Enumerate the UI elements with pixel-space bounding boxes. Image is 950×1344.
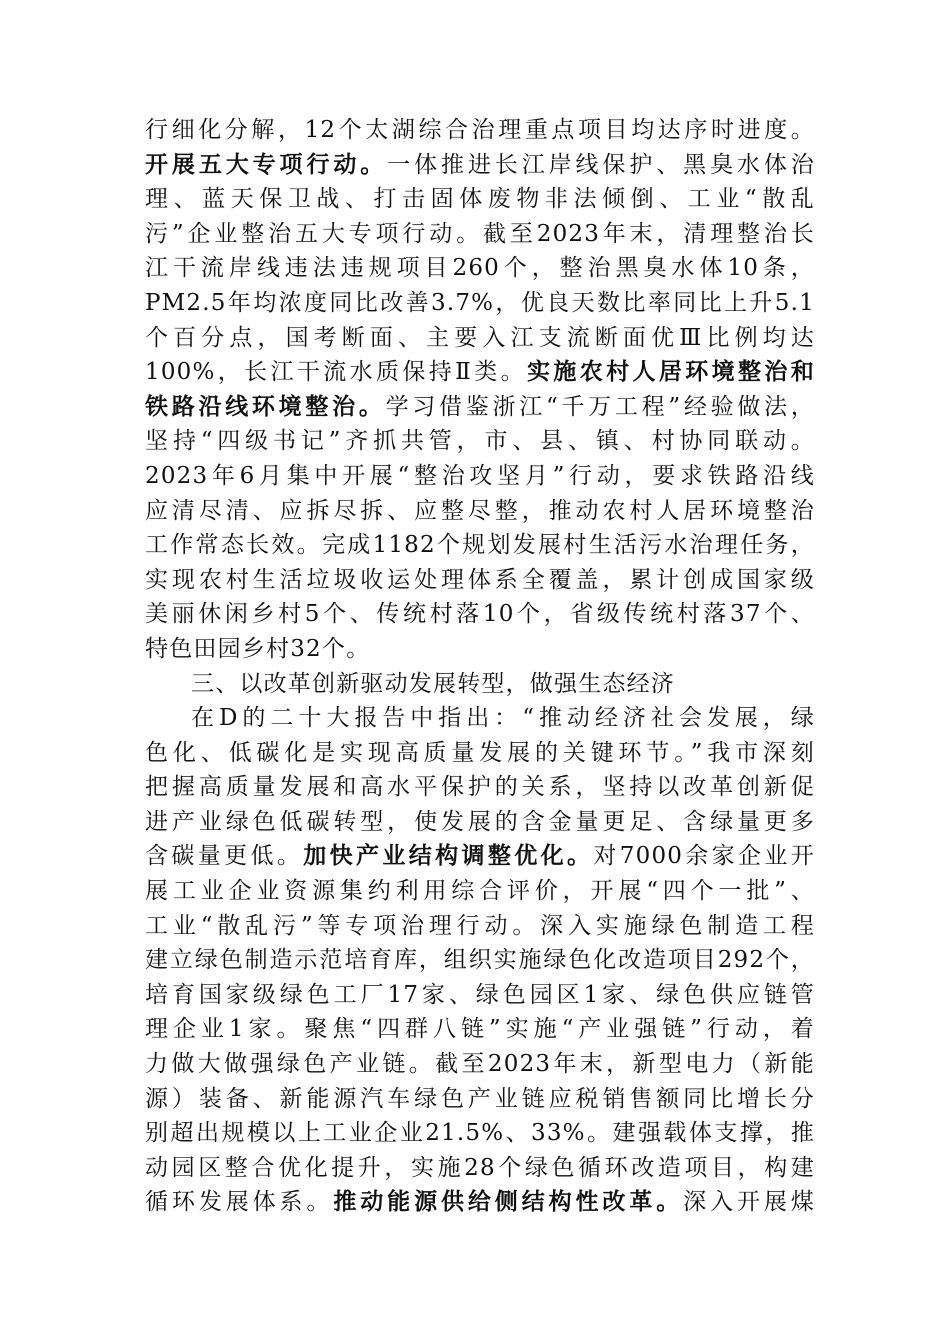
text-line	[145, 978, 815, 1013]
text-run: 对7000余家企业开	[593, 843, 815, 870]
bold-run: 推动能源供给侧结构性改革。	[333, 1189, 684, 1216]
text-run: 工业“散乱污”等专项治理行动。深入实施绿色制造工程	[145, 912, 815, 939]
bold-run: 加快产业结构调整优化。	[303, 843, 594, 870]
text-run: 展工业企业资源集约利用综合评价，开展“四个一批”、	[145, 878, 815, 905]
text-run: 进产业绿色低碳转型，使发展的含金量更足、含绿量更多	[145, 808, 815, 835]
text-line	[145, 182, 815, 217]
heading-text: 三、以改革创新驱动发展转型，做强生态经济	[191, 670, 675, 697]
text-run: 100%，长江干流水质保持Ⅱ类。	[145, 359, 527, 386]
text-run: 深入开展煤	[683, 1189, 815, 1216]
document-body	[145, 113, 815, 1220]
text-run: 一体推进长江岸线保护、黑臭水体治	[387, 151, 815, 178]
text-run: PM2.5年均浓度同比改善3.7%，优良天数比率同比上升5.1	[145, 289, 815, 316]
text-run: 坚持“四级书记”齐抓共管，市、县、镇、村协同联动。	[145, 428, 815, 455]
text-line	[145, 597, 815, 632]
text-run: 在D的二十大报告中指出：“推动经济社会发展，绿	[191, 705, 815, 732]
text-line	[145, 1082, 815, 1117]
text-line	[145, 805, 815, 840]
text-line	[145, 390, 815, 425]
text-run: 实现农村生活垃圾收运处理体系全覆盖，累计创成国家级	[145, 566, 815, 593]
text-run: 学习借鉴浙江“千万工程”经验做法，	[385, 393, 815, 420]
text-run: 色化、低碳化是实现高质量发展的关键环节。”我市深刻	[145, 739, 815, 766]
text-line	[145, 1047, 815, 1082]
text-run: 别超出规模以上工业企业21.5%、33%。建强载体支撑，推	[145, 1120, 815, 1147]
text-run: 理、蓝天保卫战、打击固体废物非法倾倒、工业“散乱	[145, 186, 815, 213]
bold-run: 铁路沿线环境整治。	[145, 393, 386, 420]
text-run: 培育国家级绿色工厂17家、绿色园区1家、绿色供应链管	[145, 981, 815, 1008]
text-line	[145, 528, 815, 563]
text-line	[145, 321, 815, 356]
text-line	[145, 701, 815, 736]
text-run: 含碳量更低。	[145, 843, 304, 870]
text-run: 力做大做强绿色产业链。截至2023年末，新型电力（新能	[145, 1051, 815, 1078]
text-line	[145, 943, 815, 978]
text-line	[145, 251, 815, 286]
text-run: 循环发展体系。	[145, 1189, 334, 1216]
text-run: 江干流岸线违法违规项目260个，整治黑臭水体10条，	[145, 255, 815, 282]
bold-run: 实施农村人居环境整治和	[526, 359, 815, 386]
text-run: 行细化分解，12个太湖综合治理重点项目均达序时进度。	[145, 117, 815, 143]
text-run: 个百分点，国考断面、主要入江支流断面优Ⅲ比例均达	[145, 324, 815, 351]
text-line	[145, 563, 815, 598]
text-run: 工作常态长效。完成1182个规划发展村生活污水治理任务，	[145, 532, 815, 559]
text-line	[145, 632, 815, 667]
text-run: 理企业1家。聚焦“四群八链”实施“产业强链”行动，着	[145, 1016, 815, 1043]
text-line	[145, 217, 815, 252]
text-line	[145, 113, 815, 148]
text-line	[145, 148, 815, 183]
text-run: 建立绿色制造示范培育库，组织实施绿色化改造项目292个，	[145, 947, 815, 974]
text-run: 特色田园乡村32个。	[145, 635, 371, 662]
text-line	[145, 770, 815, 805]
text-line	[145, 909, 815, 944]
text-line	[145, 424, 815, 459]
text-line	[145, 874, 815, 909]
text-line	[145, 1185, 815, 1220]
bold-run: 开展五大专项行动。	[145, 151, 388, 178]
text-line	[145, 459, 815, 494]
text-line	[145, 839, 815, 874]
text-line	[145, 494, 815, 529]
text-line	[145, 736, 815, 771]
text-line	[145, 355, 815, 390]
text-run: 美丽休闲乡村5个、传统村落10个，省级传统村落37个、	[145, 601, 815, 628]
text-run: 2023年6月集中开展“整治攻坚月”行动，要求铁路沿线	[145, 462, 815, 489]
text-line	[145, 1151, 815, 1186]
section-heading	[145, 667, 815, 702]
text-run: 源）装备、新能源汽车绿色产业链应税销售额同比增长分	[145, 1085, 815, 1112]
text-line	[145, 1012, 815, 1047]
text-run: 污”企业整治五大专项行动。截至2023年末，清理整治长	[145, 220, 815, 247]
text-run: 动园区整合优化提升，实施28个绿色循环改造项目，构建	[145, 1154, 815, 1181]
text-run: 应清尽清、应拆尽拆、应整尽整，推动农村人居环境整治	[145, 497, 815, 524]
text-line	[145, 286, 815, 321]
text-run: 把握高质量发展和高水平保护的关系，坚持以改革创新促	[145, 774, 815, 801]
text-line	[145, 1116, 815, 1151]
